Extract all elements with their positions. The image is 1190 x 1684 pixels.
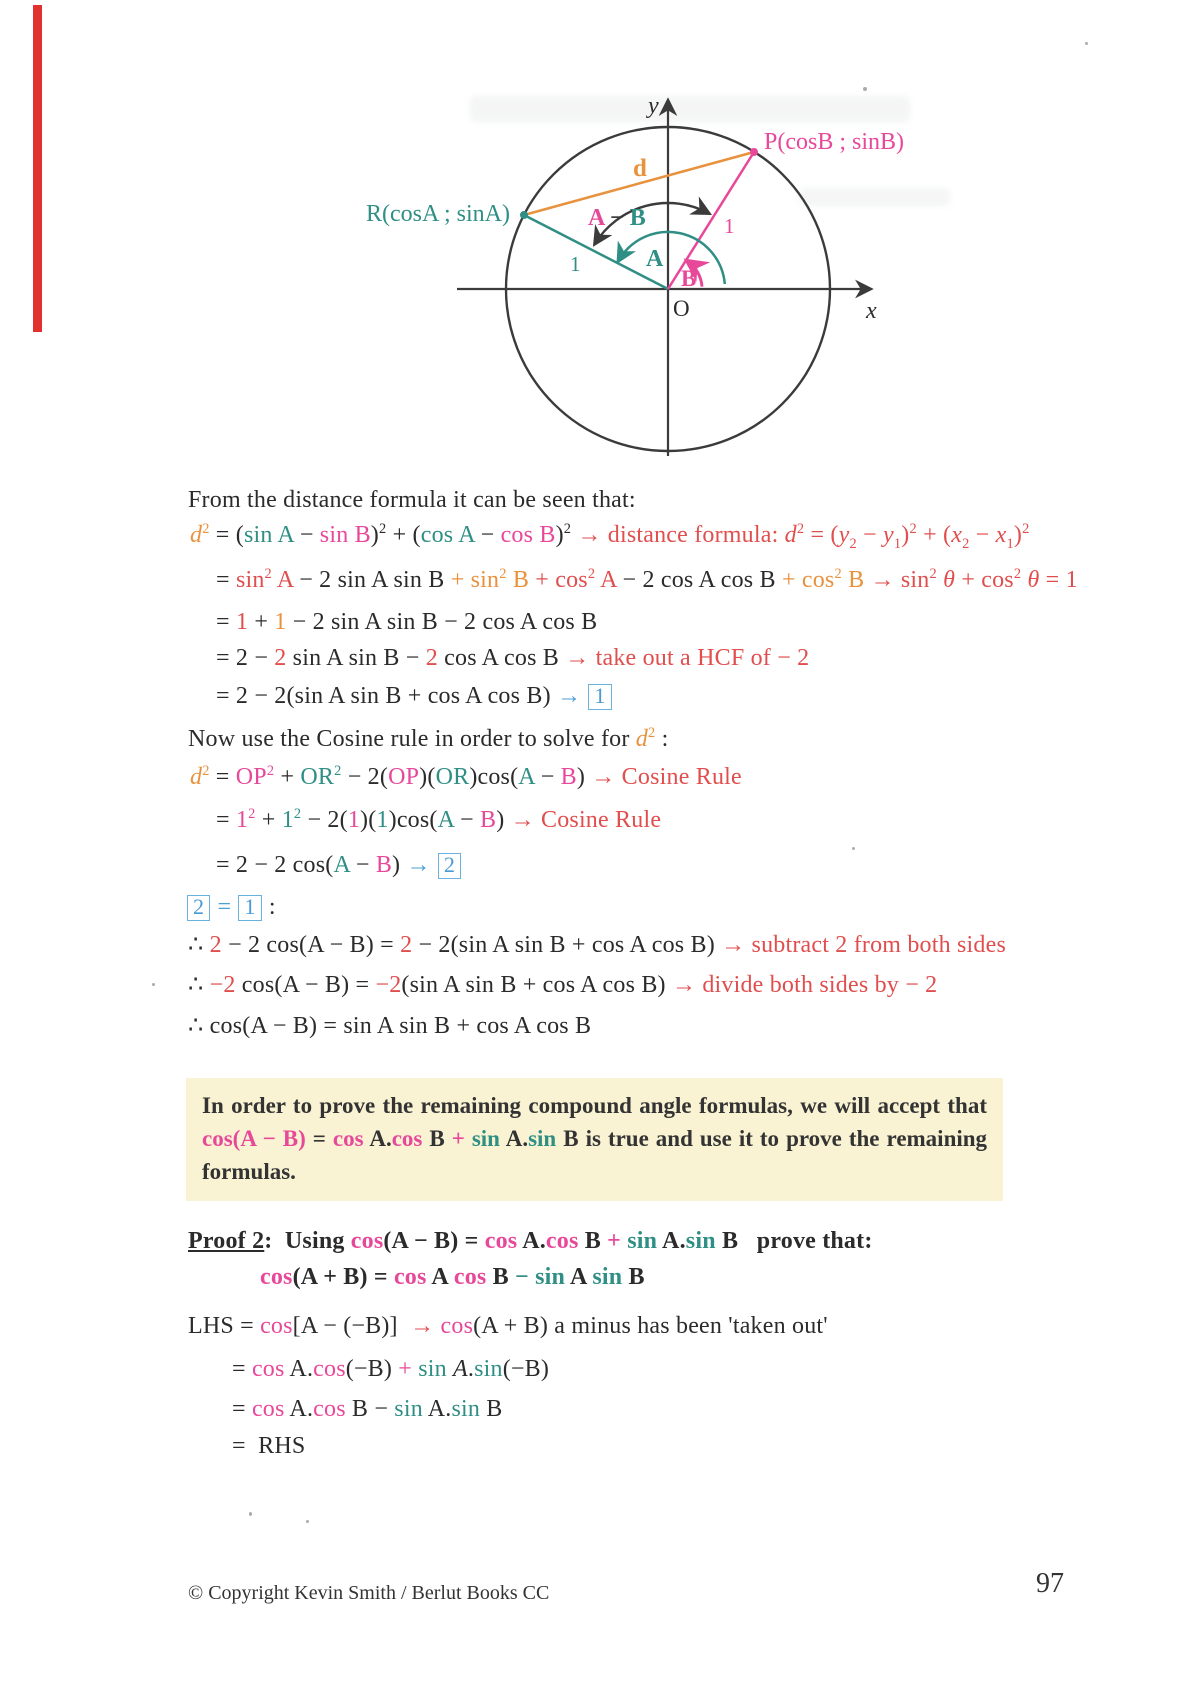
highlighted-note-box: In order to prove the remaining compound angle formulas, we will accept that cos(A − B) = cos A.cos B + sin A.sin B is true and use it to prove the remaining formulas. xyxy=(186,1078,1003,1201)
radius-or-label: 1 xyxy=(570,252,581,276)
point-r-dot xyxy=(520,211,528,219)
equation-cosine-3: = 2 − 2 cos(A − B) → 2 xyxy=(216,851,462,880)
origin-label: O xyxy=(673,296,690,321)
y-axis-label: y xyxy=(648,93,659,119)
equation-cosine-2: = $1^2 + 1^2 - 2(1)(1)\cos(A - B) \to Cosine$ Rule xyxy=(216,806,662,833)
angle-a-minus-b-label: A − B xyxy=(588,205,646,231)
equation-conclusion-3: ∴ cos(A − B) = sin A sin B + cos A cos B xyxy=(188,1013,592,1039)
proof2-goal-formula: cos(A + B) = cos A cos B − sin A sin B xyxy=(260,1264,645,1290)
page-number: 97 xyxy=(1036,1568,1064,1599)
scan-red-line-artifact xyxy=(33,5,42,332)
equation-distance-3: = 1 + 1 − 2 sin A sin B − 2 cos A cos B xyxy=(216,609,598,635)
equation-conclusion-2: ∴ −2 cos(A − B) = −2(sin A sin B + cos A cos B) → divide both sides by − 2 xyxy=(188,972,938,998)
cosine-rule-intro: Now use the Cosine rule in order to solve for $d^2$ : xyxy=(188,725,669,752)
angle-a-label: A xyxy=(646,246,664,272)
equation-distance-1: $d^2 = (\sin$ A − sin B)$^2$ + (cos A − cos B)$^2$ → distance formula: $d^2 = (y_2 - y_1)^2 + (x_2 - x_1)^2$ xyxy=(190,521,1030,552)
scan-speck xyxy=(152,983,155,986)
x-axis-label: x xyxy=(866,298,877,324)
angle-b-label: B xyxy=(681,266,697,291)
proof2-lhs-line-4: = RHS xyxy=(232,1433,306,1459)
scan-speck xyxy=(1085,42,1088,45)
unit-circle-diagram xyxy=(330,85,920,465)
copyright-text: © Copyright Kevin Smith / Berlut Books CC xyxy=(188,1582,550,1604)
equation-distance-5: = 2 − 2(sin A sin B + cos A cos B) → 1 xyxy=(216,682,613,711)
angle-a-arc xyxy=(619,232,725,284)
equation-distance-4: = 2 − 2 sin A sin B − 2 cos A cos B → take out a HCF of − 2 xyxy=(216,645,810,671)
point-r-label: R(cosA ; sinA) xyxy=(366,201,510,227)
intro-text: From the distance formula it can be seen that: xyxy=(188,487,636,513)
proof2-lhs-line-2: = cos A.cos(−B) + sin A.sin(−B) xyxy=(232,1356,550,1382)
equation-conclusion-1: ∴ 2 − 2 cos(A − B) = 2 − 2(sin A sin B + cos A cos B) → subtract 2 from both sides xyxy=(188,932,1007,958)
proof2-heading: Proof 2: Using cos(A − B) = cos A.cos B + sin A.sin B prove that: xyxy=(188,1228,873,1254)
proof2-lhs-line-1: LHS = cos[A − (−B)] → cos(A + B) a minus has been 'taken out' xyxy=(188,1313,828,1339)
proof2-lhs-line-3: = cos A.cos B − sin A.sin B xyxy=(232,1396,503,1422)
scan-speck xyxy=(249,1512,252,1516)
scan-speck xyxy=(306,1520,309,1523)
equation-cosine-1: $d^2 = OP^2 + OR^2 - 2(OP)(OR)\cos(A - B) \to Cosine$ Rule xyxy=(190,763,742,790)
equation-equate-boxes: 2 = 1 : xyxy=(186,893,276,922)
point-p-dot xyxy=(750,148,758,156)
scan-speck xyxy=(852,847,855,850)
chord-d-label: d xyxy=(633,155,647,182)
point-p-label: P(cosB ; sinB) xyxy=(764,129,905,155)
radius-op-label: 1 xyxy=(724,214,735,238)
equation-distance-2: = $\sin^2 A - 2$ sin A $\sin B + \sin^2 B + \cos^2 A - 2$ cos A $\cos B + \cos^2 B \to \sin^2 \theta + \cos^2 \theta = 1$ xyxy=(216,566,1078,593)
